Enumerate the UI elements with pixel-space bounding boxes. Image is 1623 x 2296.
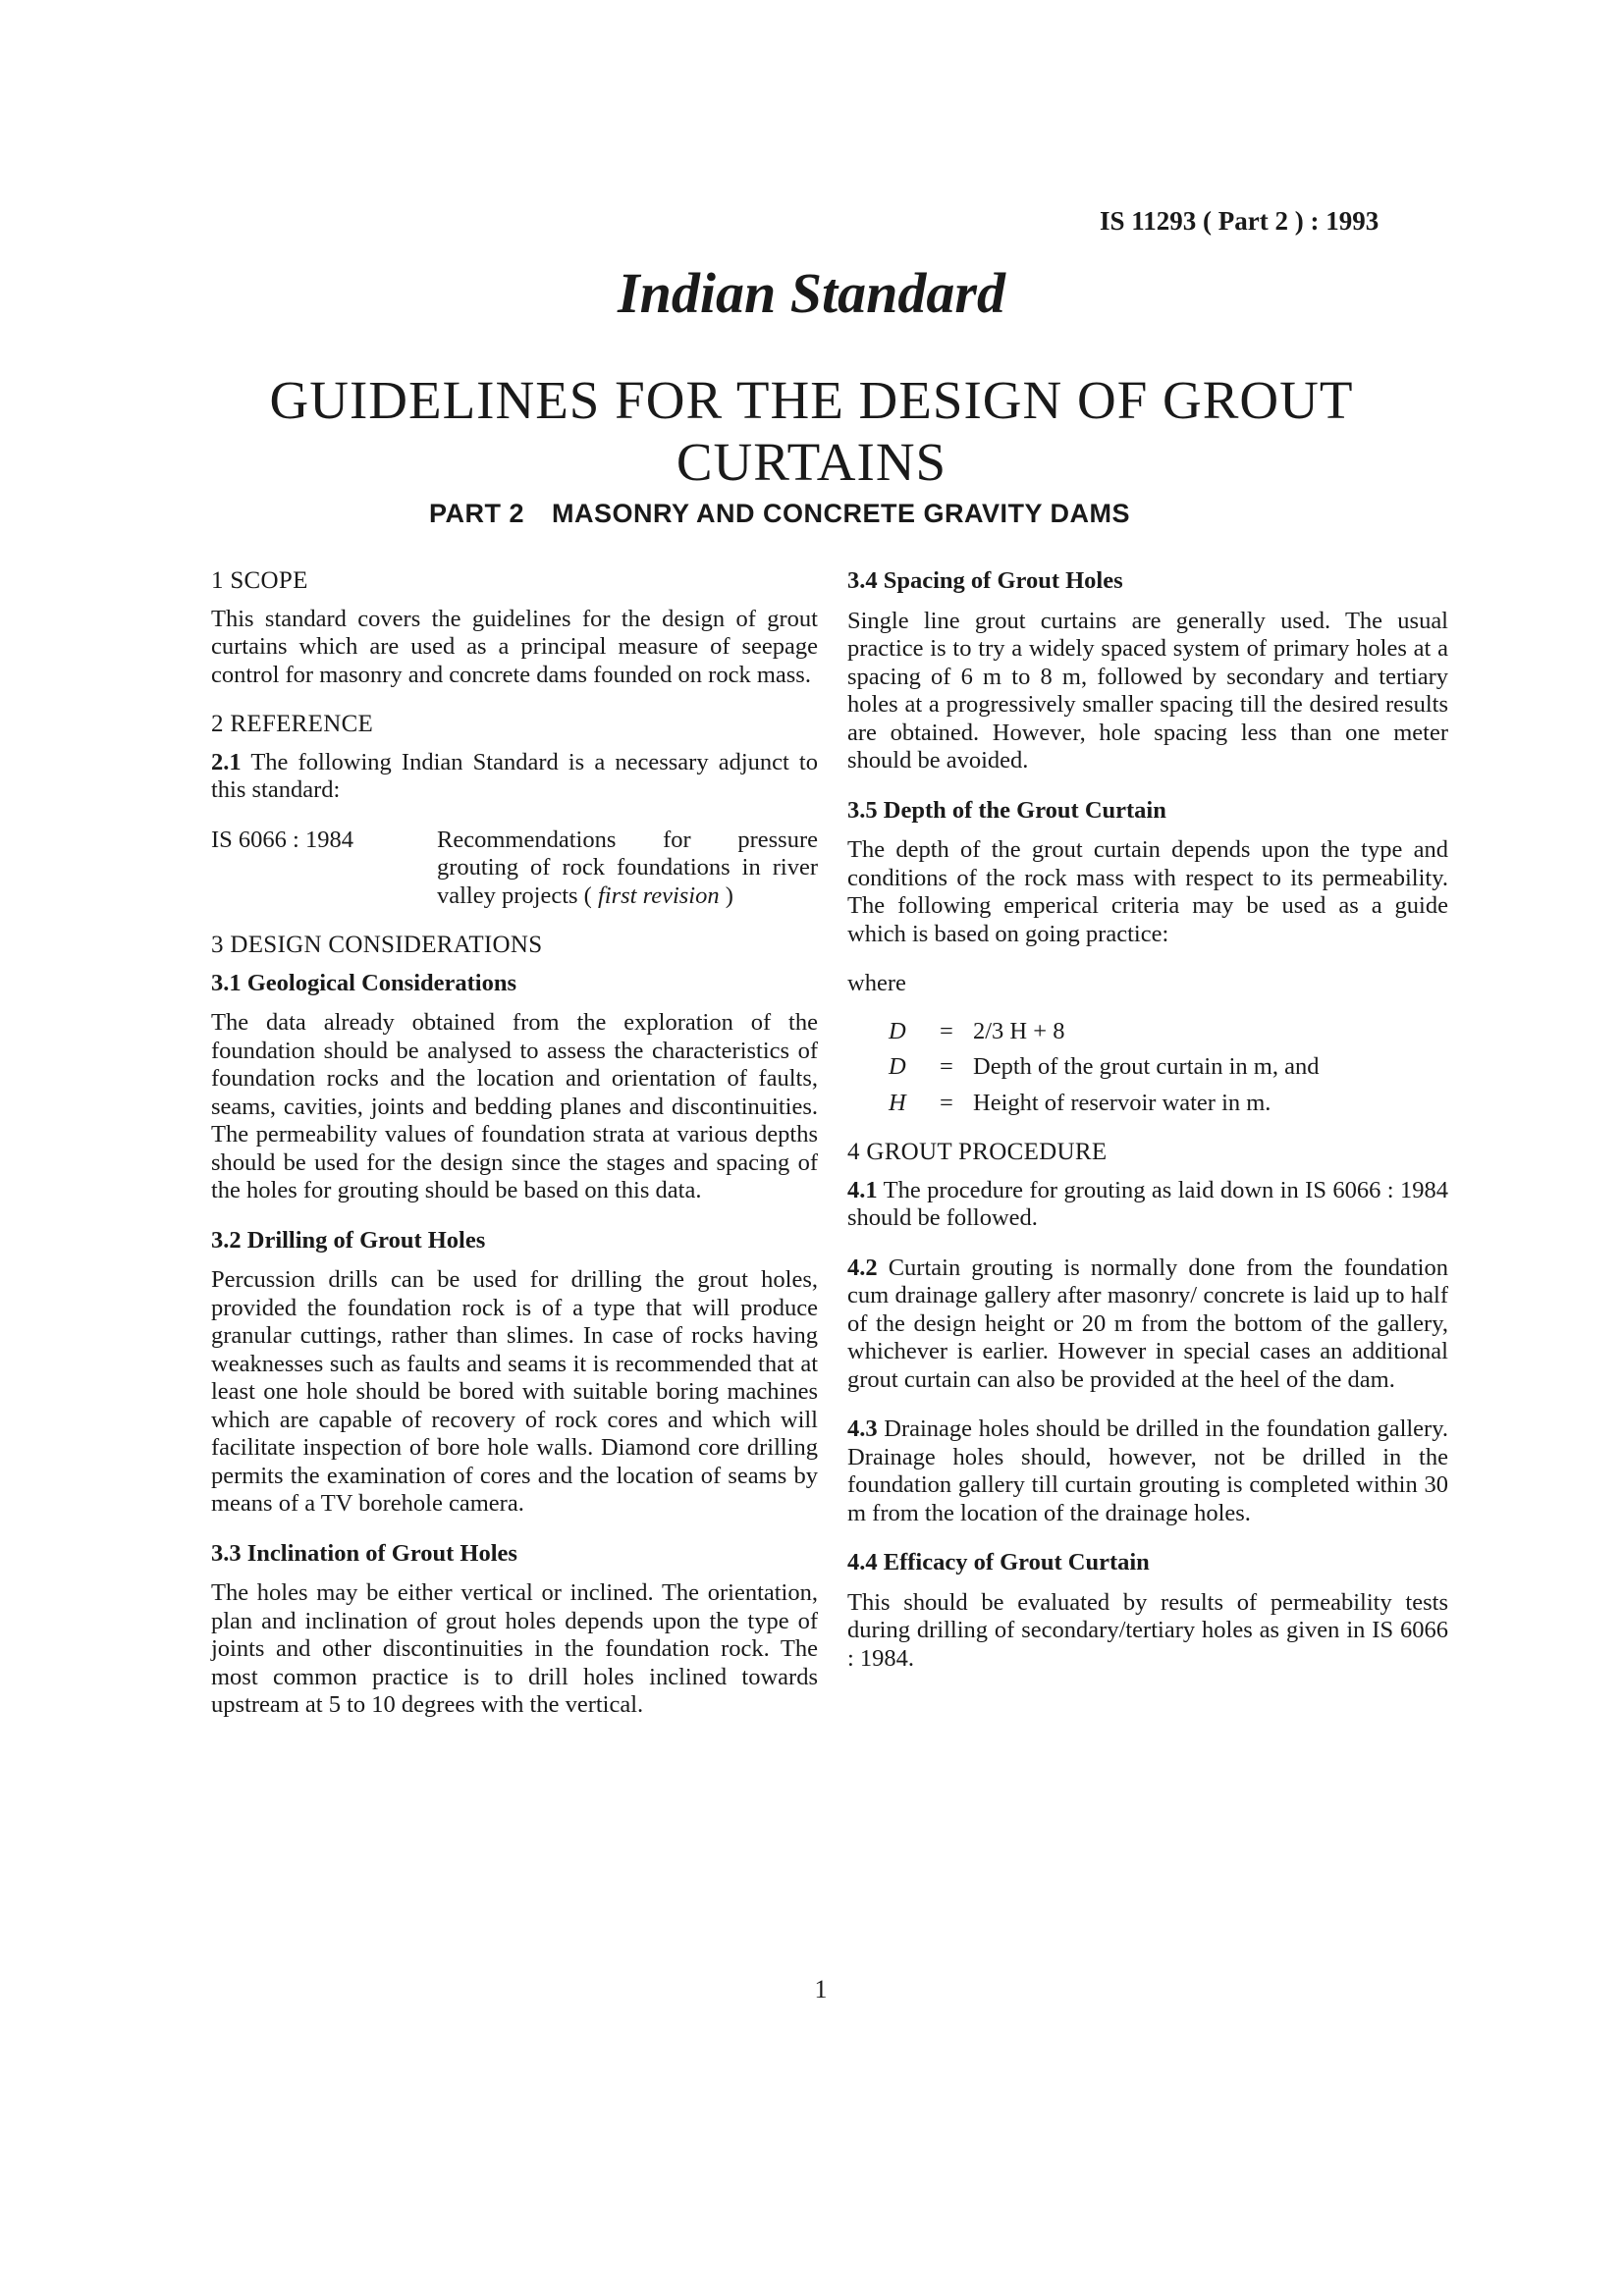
heading-3-1: 3.1 Geological Considerations — [211, 969, 517, 996]
section-scope — [211, 567, 818, 689]
clause-2-1-text: The following Indian Standard is a necessary adjunct to this standard: — [211, 748, 818, 803]
text-3-3: The holes may be either vertical or inclined. The orientation, plan and inclination of grout holes depends upon the type of joints and other discontinuities in the foundation rock. The most common practice is to drill holes inclined towards upstream at 5 to 10 degrees with the vertical. — [211, 1579, 818, 1718]
heading-reference: 2 REFERENCE — [211, 711, 374, 737]
clause-4-2 — [847, 1255, 1448, 1395]
clause-4-2-text: Curtain grouting is normally done from the foundation cum drainage gallery after masonry/ concrete is laid up to half of the design height or 20 m from the bottom of the gallery, whichever is earlier. However in special cases an additional grout curtain can also be provided at the heel of the dam. — [847, 1254, 1448, 1393]
section-reference — [211, 711, 818, 910]
text-4-4: This should be evaluated by results of permeability tests during drilling of secondary/tertiary holes as given in IS 6066 : 1984. — [847, 1588, 1448, 1672]
standard-code-header: IS 11293 ( Part 2 ) : 1993 — [1100, 206, 1380, 236]
heading-4-4: 4.4 Efficacy of Grout Curtain — [847, 1549, 1150, 1575]
clause-4-3-number: 4.3 — [847, 1415, 878, 1442]
reference-title-text: Recommendations for pressure grouting of rock foundations in river valley projects ( — [437, 826, 818, 909]
text-3-4: Single line grout curtains are generally used. The usual practice is to try a widely spaced system of primary holes at a spacing of 6 m to 8 m, followed by secondary and tertiary holes at a progressively smaller spacing till the desired results are obtained. However, hole spacing less than one meter should be avoided. — [847, 607, 1448, 774]
clause-4-1-text: The procedure for grouting as laid down in IS 6066 : 1984 should be followed. — [847, 1176, 1449, 1231]
formula-row — [847, 1018, 1448, 1046]
page-number: 1 — [814, 1975, 828, 2003]
clause-4-1-number: 4.1 — [847, 1176, 878, 1203]
clause-4-3-text: Drainage holes should be drilled in the foundation gallery. Drainage holes should, however, not be drilled in the foundation gallery till curtain grouting is completed within 30 m from the location of the drainage holes. — [847, 1415, 1448, 1526]
formula-definition: 2/3 H + 8 — [973, 1017, 1065, 1044]
formula-definition: Height of reservoir water in m. — [973, 1089, 1271, 1116]
heading-design: 3 DESIGN CONSIDERATIONS — [211, 932, 543, 958]
document-title-line1: GUIDELINES FOR THE DESIGN OF GROUT — [269, 370, 1354, 430]
part-subtitle — [429, 499, 1293, 529]
formula-equals: = — [940, 1053, 953, 1080]
clause-2-1-number: 2.1 — [211, 748, 242, 775]
heading-3-5: 3.5 Depth of the Grout Curtain — [847, 796, 1166, 824]
part-label: PART 2 — [429, 499, 525, 528]
title-block — [0, 261, 1623, 494]
text-3-5: The depth of the grout curtain depends upon the type and conditions of the rock mass with respect to its permeability. The following emperical criteria may be used as a guide which is based on going practice: — [847, 836, 1448, 947]
heading-3-3: 3.3 Inclination of Grout Holes — [211, 1539, 517, 1567]
heading-3-4: 3.4 Spacing of Grout Holes — [847, 567, 1123, 594]
part-name: MASONRY AND CONCRETE GRAVITY DAMS — [552, 499, 1131, 528]
reference-close: ) — [719, 881, 733, 909]
heading-procedure: 4 GROUT PROCEDURE — [847, 1139, 1108, 1165]
formula-row — [847, 1053, 1448, 1082]
section-design — [211, 932, 818, 1720]
formula-symbol: H — [889, 1089, 906, 1116]
heading-scope: 1 SCOPE — [211, 567, 308, 594]
document-title — [0, 369, 1623, 494]
reference-title — [437, 827, 818, 911]
clause-2-1 — [211, 749, 818, 805]
heading-3-2: 3.2 Drilling of Grout Holes — [211, 1226, 486, 1254]
text-3-1: The data already obtained from the exploration of the foundation should be analysed to assess the characteristics of foundation rocks and the location and orientation of faults, seams, cavities, joints and bedding planes and discontinuities. The permeability values of foundation strata at various depths should be used for the design since the stages and spacing of the holes for grouting should be based on this data. — [211, 1009, 818, 1203]
right-column — [847, 567, 1448, 1694]
formula-block — [847, 1018, 1448, 1118]
text-3-2: Percussion drills can be used for drilling the grout holes, provided the foundation rock is of a type that will produce granular cuttings, rather than slimes. In case of rocks having weaknesses such as faults and seams it is recommended that at least one hole should be bored with suitable boring machines which are capable of recovery of rock cores and which will facilitate inspection of bore hole walls. Diamond core drilling permits the examination of cores and the location of seams by means of a TV borehole camera. — [211, 1266, 818, 1517]
formula-equals: = — [940, 1017, 953, 1044]
reference-revision: first revision — [597, 881, 720, 909]
clause-4-2-number: 4.2 — [847, 1254, 878, 1281]
document-title-line2: CURTAINS — [676, 432, 947, 493]
formula-row — [847, 1090, 1448, 1118]
formula-equals: = — [940, 1089, 953, 1116]
formula-where: where — [847, 970, 906, 996]
scope-text: This standard covers the guidelines for the design of grout curtains which are used as a principal measure of seepage control for masonry and concrete dams founded on rock mass. — [211, 605, 818, 688]
formula-definition: Depth of the grout curtain in m, and — [973, 1053, 1320, 1080]
formula-symbol: D — [889, 1017, 906, 1044]
reference-item — [211, 827, 818, 911]
left-column — [211, 567, 818, 1741]
reference-code: IS 6066 : 1984 — [211, 826, 353, 853]
clause-4-1 — [847, 1177, 1448, 1233]
series-title: Indian Standard — [618, 261, 1005, 325]
clause-4-3 — [847, 1415, 1448, 1527]
formula-symbol: D — [889, 1053, 906, 1080]
